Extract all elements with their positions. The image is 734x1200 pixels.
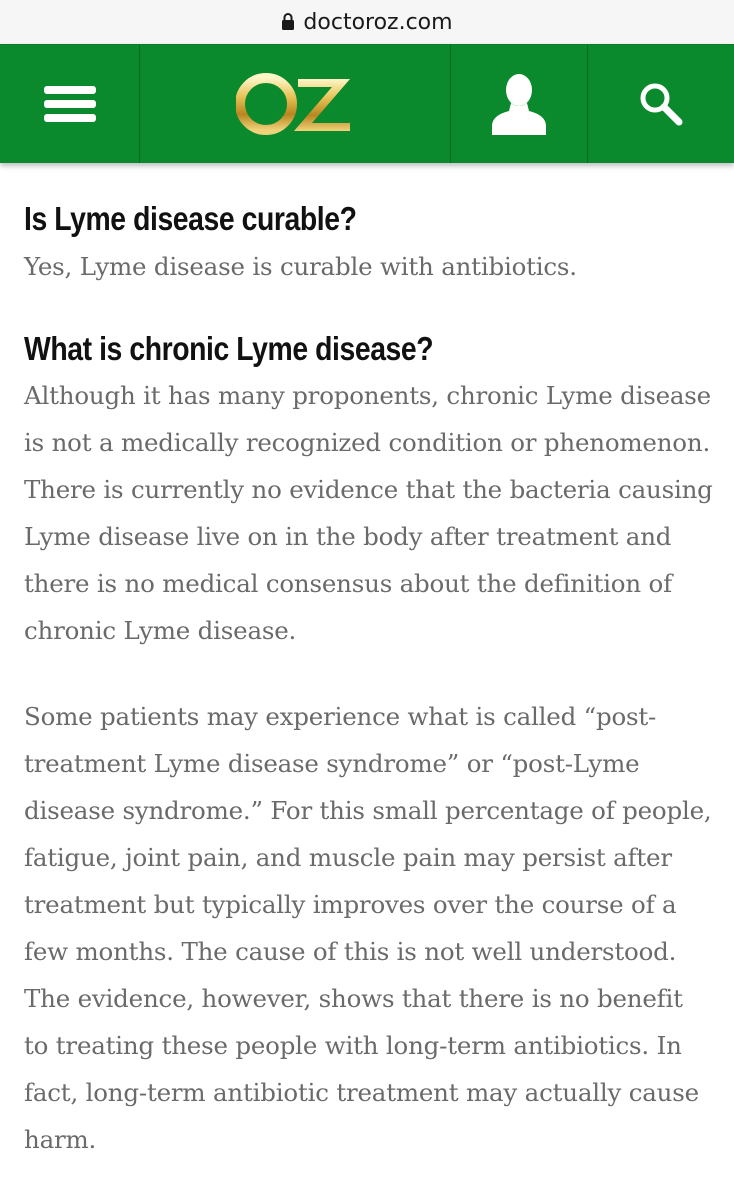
url-text: doctoroz.com <box>303 9 453 35</box>
question-heading-curable: Is Lyme disease curable? <box>24 200 357 237</box>
hamburger-menu-icon <box>44 84 96 124</box>
menu-button[interactable] <box>0 45 139 163</box>
user-profile-icon <box>491 73 547 135</box>
answer-chronic-paragraph-2: Some patients may experience what is called “post-treatment Lyme disease syndrome” or “post-Lyme disease syndrome.” For this small percentage of people, fatigue, joint pain, and muscle pain may persist after treatment but typically improves over the course of a few months. The cause of this is not well understood. The evidence, however, shows that there is no benefit to treating these people with long-term antibiotics. In fact, long-term antibiotic treatment may actually cause harm. <box>24 702 712 1154</box>
answer-curable: Yes, Lyme disease is curable with antibiotics. <box>24 252 577 281</box>
article-content <box>24 200 714 1163</box>
site-navbar <box>0 44 734 163</box>
oz-logo-link[interactable] <box>140 45 450 163</box>
lock-icon <box>281 12 295 30</box>
oz-logo-icon <box>236 73 354 135</box>
browser-url-bar[interactable] <box>0 0 734 44</box>
user-account-button[interactable] <box>451 45 587 163</box>
search-button[interactable] <box>588 45 734 163</box>
question-heading-chronic: What is chronic Lyme disease? <box>24 330 434 367</box>
answer-chronic-paragraph-1: Although it has many proponents, chronic Lyme disease is not a medically recognized condition or phenomenon. There is currently no evidence that the bacteria causing Lyme disease live on in the body after treatment and there is no medical consensus about the definition of chronic Lyme disease. <box>24 381 713 645</box>
search-icon <box>639 82 683 126</box>
